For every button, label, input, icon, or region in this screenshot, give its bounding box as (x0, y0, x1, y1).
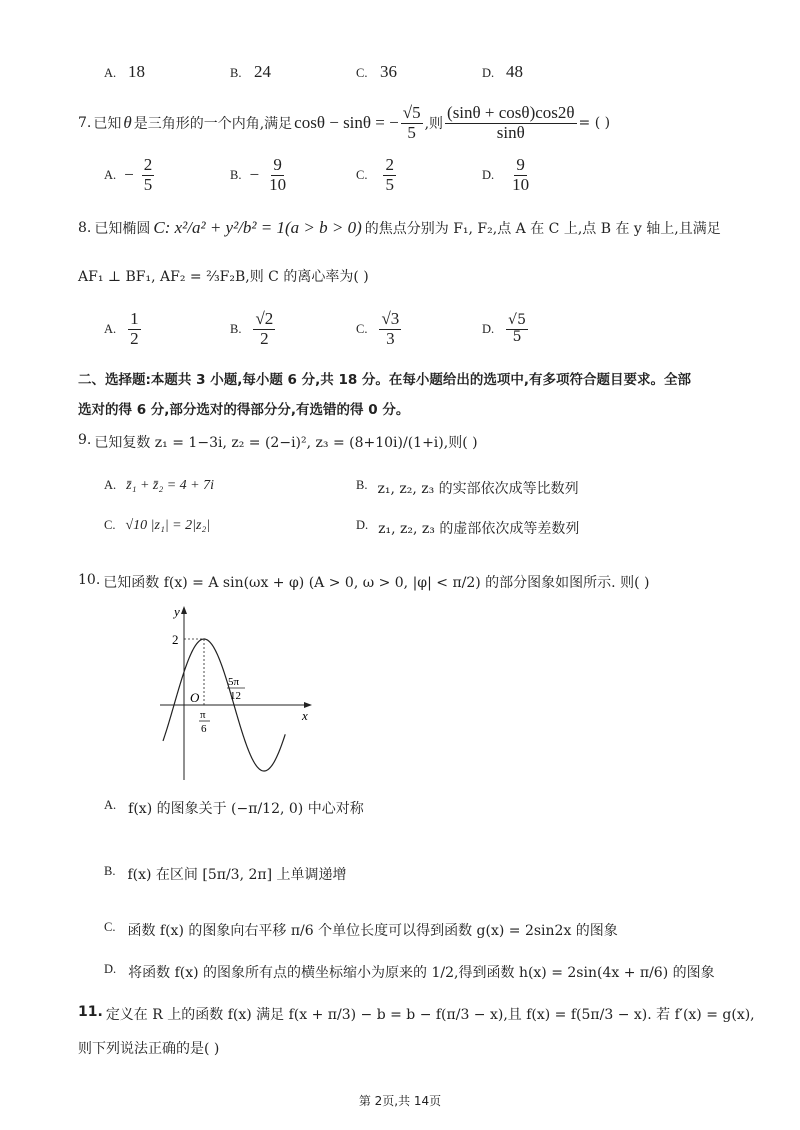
q10-option-b-letter: B. (104, 864, 116, 878)
q7-option-c-letter: C. (356, 167, 368, 182)
q8-option-b-letter: B. (230, 321, 242, 336)
page-footer: 第 2页,共 14页 (358, 1094, 442, 1108)
q7-option-c-fraction (383, 156, 396, 194)
q10-tick2-den: 12 (230, 690, 241, 702)
q10-option-b (104, 864, 347, 884)
q10-option-a-text: f(x) 的图象关于 (−π/12, 0) 中心对称 (128, 801, 364, 817)
q7-option-d-fraction (510, 156, 531, 194)
q7-expr-num: (sinθ + cosθ)cos2θ (447, 102, 575, 122)
q7-condition-fraction (401, 104, 423, 142)
q8-option-d (482, 306, 528, 352)
q9-number: 9. (78, 432, 92, 448)
q8-option-a-num: 1 (130, 308, 139, 328)
q10-x-label: x (302, 708, 308, 723)
q9-option-b-letter: B. (356, 478, 368, 492)
q11-line1 (78, 1004, 755, 1024)
q8-option-c (356, 306, 401, 352)
q7-option-d-den: 10 (512, 174, 530, 194)
q9-stem-text: 已知复数 z₁ = 1−3i, z₂ = (2−i)², z₃ = (8+10i)/(1+i),则( ) (94, 435, 478, 451)
q7-option-a (104, 152, 154, 198)
q9-option-b (356, 478, 579, 498)
section2-line2: 选对的得 6 分,部分选对的得部分分,有选错的得 0 分。 (78, 402, 410, 418)
q8-ellipse: C: x²/a² + y²/b² = 1(a > b > 0) (153, 218, 362, 237)
q6-options (0, 62, 800, 86)
q6-option-b: 24 (254, 62, 271, 81)
q9-option-a-text: z̄₁ + z̄₂ = 4 + 7i (126, 478, 215, 493)
q6-option-a-letter: A. (104, 66, 117, 80)
q10-origin-label: O (190, 690, 200, 705)
q8-option-b (230, 306, 275, 352)
q8-option-d-den: 5 (512, 328, 522, 345)
q7-theta: θ (123, 113, 132, 132)
q8-line2: AF₁ ⊥ BF₁, AF₂ = ⅔F₂B,则 C 的离心率为( ) (78, 269, 369, 285)
q10-tick1-num: π (200, 709, 206, 721)
q7-option-b-num: 9 (273, 154, 282, 174)
q7-paren: = ( ) (578, 115, 611, 131)
q9-option-c-letter: C. (104, 518, 116, 532)
q6-option-d: 48 (506, 62, 523, 81)
q10-option-c (104, 920, 618, 940)
q7-cond-den: 5 (407, 122, 416, 142)
q9-option-d-letter: D. (356, 518, 369, 532)
q8-option-a-letter: A. (104, 321, 117, 336)
q10-option-d-letter: D. (104, 962, 117, 976)
q7-cond-num: √5 (402, 102, 421, 122)
q7-option-a-fraction (142, 156, 155, 194)
q9-option-d (356, 518, 579, 538)
q7-option-c-den: 5 (385, 174, 394, 194)
q10-option-a (104, 798, 364, 818)
q7-option-d (482, 152, 531, 198)
q7-option-b-letter: B. (230, 167, 242, 182)
q7-option-a-letter: A. (104, 167, 117, 182)
q10-tick2-num: 5π (228, 676, 240, 688)
q8-stem (78, 208, 721, 248)
q6-option-c-letter: C. (356, 66, 368, 80)
q8-option-d-letter: D. (482, 321, 495, 336)
q10-max-label: 2 (172, 632, 179, 647)
q9-option-d-text: z₁, z₂, z₃ 的虚部依次成等差数列 (378, 521, 580, 537)
section2-line1: 二、选择题:本题共 3 小题,每小题 6 分,共 18 分。在每小题给出的选项中,有多项符合题目要求。全部 (78, 372, 692, 388)
q7-option-b (230, 152, 288, 198)
q10-option-c-text: 函数 f(x) 的图象向右平移 π/6 个单位长度可以得到函数 g(x) = 2sin2x 的图象 (127, 923, 618, 939)
q7-stem-pre: 已知 (93, 116, 122, 132)
q9-stem (78, 432, 478, 452)
q7-option-a-sign: − (124, 165, 134, 184)
q8-option-d-fraction (506, 313, 528, 345)
q7-then: ,则 (424, 116, 444, 132)
q10-option-c-letter: C. (104, 920, 116, 934)
q9-option-a-letter: A. (104, 478, 117, 492)
q8-option-a (104, 306, 141, 352)
q7-option-a-num: 2 (143, 154, 153, 174)
q7-option-b-den: 10 (269, 174, 287, 194)
q10-y-arrow (181, 606, 187, 614)
q10-number: 10. (78, 572, 101, 588)
q8-stem1: 已知椭圆 (94, 221, 151, 237)
q7-option-d-letter: D. (482, 167, 495, 182)
q9-option-a (104, 478, 214, 494)
q7-options (0, 152, 800, 198)
q7-stem-mid: 是三角形的一个内角,满足 (133, 116, 293, 132)
q8-option-b-den: 2 (260, 328, 269, 348)
q11-line1-text: 定义在 R 上的函数 f(x) 满足 f(x + π/3) − b = b − f(π/3 − x),且 f(x) = f(5π/3 − x). 若 f′(x) = g(x), (105, 1007, 755, 1023)
q8-option-c-den: 3 (386, 328, 395, 348)
q7-option-b-sign: − (249, 165, 260, 184)
q8-option-b-num: √2 (255, 308, 274, 328)
q9-option-b-text: z₁, z₂, z₃ 的实部依次成等比数列 (377, 481, 579, 497)
q6-option-a: 18 (128, 62, 145, 81)
q10-option-a-letter: A. (104, 798, 117, 812)
q10-sine-graph (150, 602, 320, 782)
q10-option-d (104, 962, 715, 982)
q8-option-a-den: 2 (130, 328, 139, 348)
q9-option-c-text: √10 |z₁| = 2|z₂| (125, 518, 211, 533)
q7-option-d-num: 9 (516, 154, 525, 174)
q8-option-b-fraction (253, 310, 275, 348)
q10-option-b-text: f(x) 在区间 [5π/3, 2π] 上单调递增 (127, 867, 347, 883)
q8-number: 8. (78, 220, 92, 236)
q10-stem (78, 572, 649, 592)
q11-line2: 则下列说法正确的是( ) (78, 1041, 220, 1057)
q6-option-b-letter: B. (230, 66, 242, 80)
q9-option-c (104, 518, 210, 534)
q10-stem-text: 已知函数 f(x) = A sin(ωx + φ) (A > 0, ω > 0, |φ| < π/2) 的部分图象如图所示. 则( ) (103, 575, 650, 591)
q11-number: 11. (78, 1004, 103, 1020)
q10-tick1-den: 6 (201, 723, 207, 735)
q8-option-c-fraction (379, 310, 401, 348)
q7-number: 7. (78, 115, 92, 131)
q10-y-label: y (174, 604, 180, 619)
q6-option-d-letter: D. (482, 66, 495, 80)
q8-options (0, 306, 800, 352)
q7-option-c (356, 152, 396, 198)
q7-expression (445, 104, 577, 142)
q7-option-c-num: 2 (385, 154, 394, 174)
q7-option-a-den: 5 (143, 174, 153, 194)
q7-stem (78, 98, 610, 148)
q7-option-b-fraction (267, 156, 288, 194)
q10-option-d-text: 将函数 f(x) 的图象所有点的横坐标缩小为原来的 1/2,得到函数 h(x) = 2sin(4x + π/6) 的图象 (128, 965, 715, 981)
q6-option-c: 36 (380, 62, 397, 81)
q8-stem2: 的焦点分别为 F₁, F₂,点 A 在 C 上,点 B 在 y 轴上,且满足 (364, 221, 721, 237)
q8-option-c-num: √3 (381, 308, 400, 328)
q8-option-c-letter: C. (356, 321, 368, 336)
q8-option-a-fraction (128, 310, 141, 348)
q7-condition-lhs: cosθ − sinθ = − (294, 113, 399, 132)
q8-option-d-num: √5 (508, 312, 526, 329)
q7-expr-den: sinθ (496, 122, 525, 142)
